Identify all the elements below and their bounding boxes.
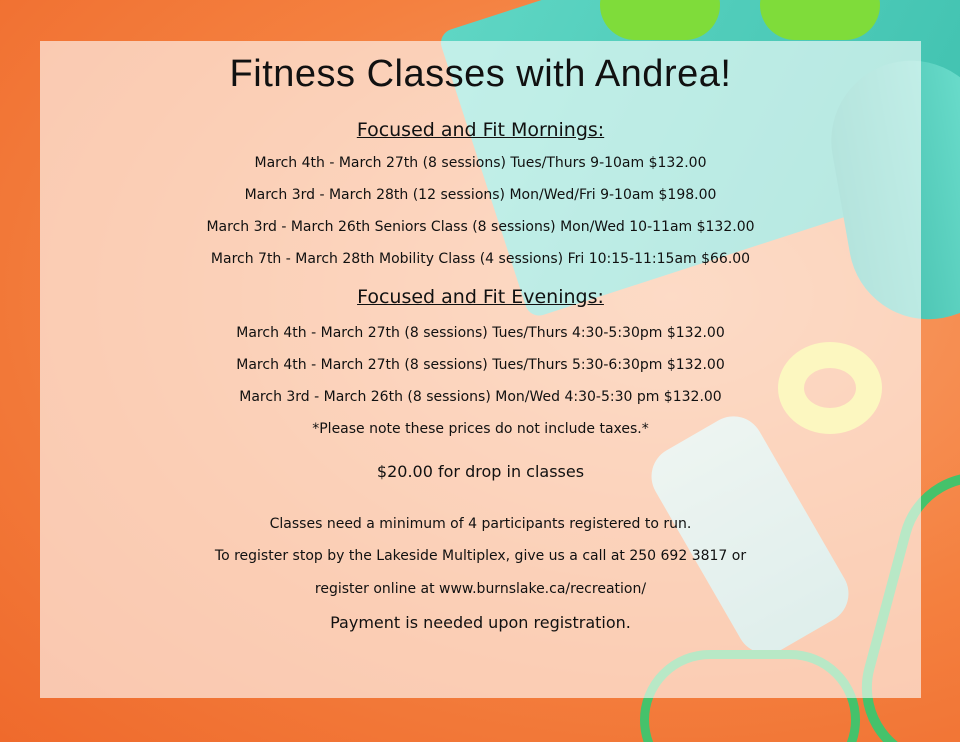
tax-note: *Please note these prices do not include taxes.* bbox=[312, 421, 649, 437]
minimum-participants-note: Classes need a minimum of 4 participants registered to run. bbox=[269, 516, 692, 532]
flyer-panel bbox=[40, 41, 921, 698]
registration-info-line-2: register online at www.burnslake.ca/recreation/ bbox=[314, 581, 647, 597]
morning-class-4: March 7th - March 28th Mobility Class (4 sessions) Fri 10:15-11:15am $66.00 bbox=[210, 251, 751, 267]
green-sneaker-left bbox=[600, 0, 720, 40]
drop-in-price: $20.00 for drop in classes bbox=[376, 462, 585, 481]
payment-note: Payment is needed upon registration. bbox=[330, 613, 631, 632]
evening-class-2: March 4th - March 27th (8 sessions) Tues/Thurs 5:30-6:30pm $132.00 bbox=[236, 357, 725, 373]
flyer-title: Fitness Classes with Andrea! bbox=[229, 53, 732, 95]
evening-class-3: March 3rd - March 26th (8 sessions) Mon/Wed 4:30-5:30 pm $132.00 bbox=[239, 389, 722, 405]
evenings-heading: Focused and Fit Evenings: bbox=[357, 286, 604, 308]
morning-class-1: March 4th - March 27th (8 sessions) Tues/Thurs 9-10am $132.00 bbox=[254, 155, 707, 171]
green-sneaker-right bbox=[760, 0, 880, 40]
morning-class-3: March 3rd - March 26th Seniors Class (8 sessions) Mon/Wed 10-11am $132.00 bbox=[206, 219, 755, 235]
morning-class-2: March 3rd - March 28th (12 sessions) Mon/Wed/Fri 9-10am $198.00 bbox=[244, 187, 717, 203]
mornings-heading: Focused and Fit Mornings: bbox=[356, 119, 605, 141]
evening-class-1: March 4th - March 27th (8 sessions) Tues/Thurs 4:30-5:30pm $132.00 bbox=[236, 325, 725, 341]
registration-info-line-1: To register stop by the Lakeside Multiplex, give us a call at 250 692 3817 or bbox=[214, 548, 747, 564]
